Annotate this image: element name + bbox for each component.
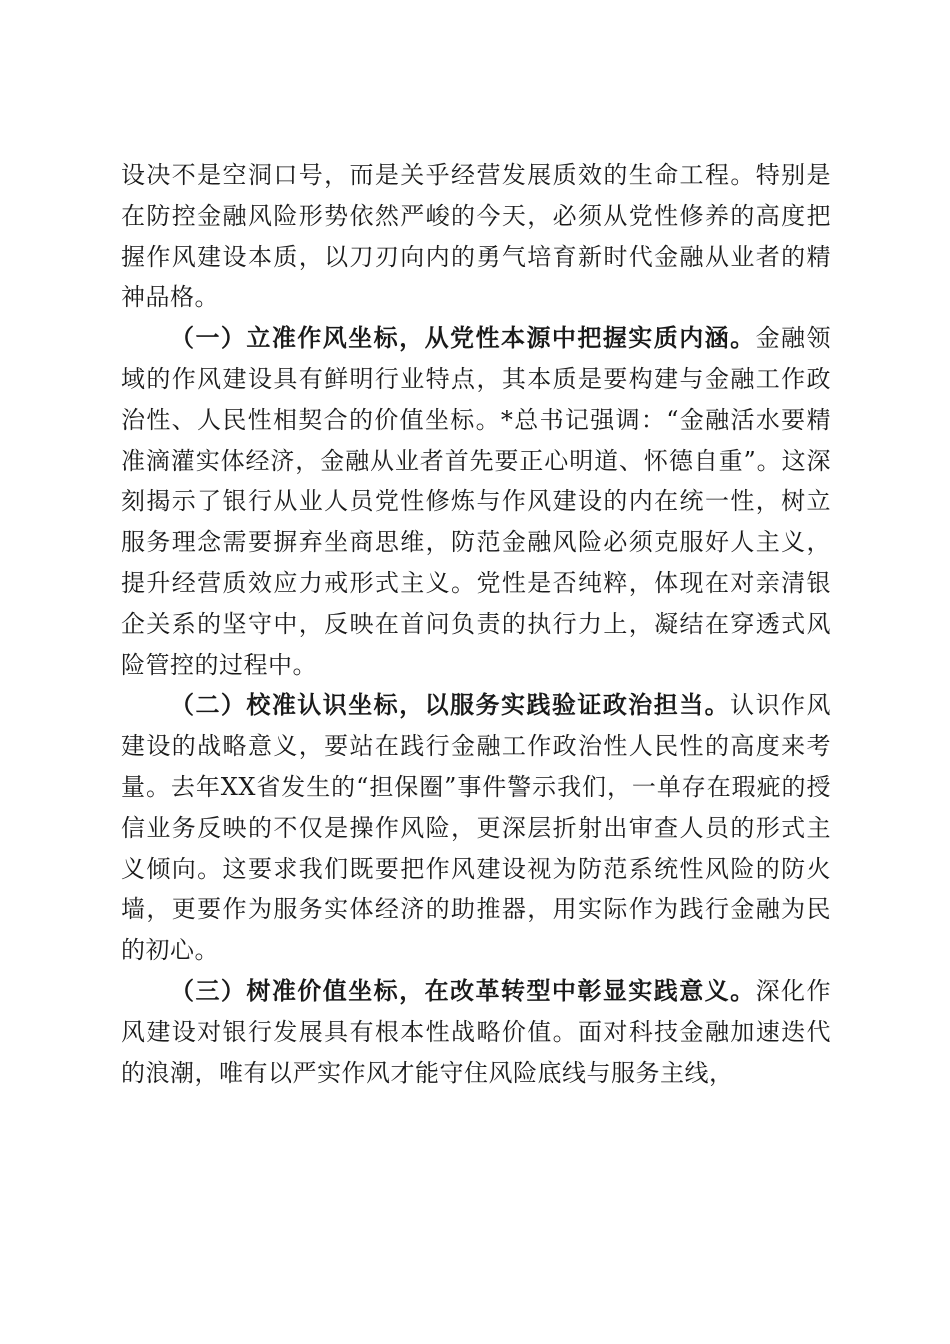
paragraph-section-1 (121, 318, 831, 685)
paragraph-text: 金融领域的作风建设具有鲜明行业特点，其本质是要构建与金融工作政治性、人民性相契合的价值坐标。*总书记强调：“金融活水要精准滴灌实体经济，金融从业者首先要正心明道、怀德自重”。这深刻揭示了银行从业人员党性修炼与作风建设的内在统一性，树立服务理念需要摒弃坐商思维，防范金融风险必须克服好人主义，提升经营质效应力戒形式主义。党性是否纯粹，体现在对亲清银企关系的坚守中，反映在首问负责的执行力上，凝结在穿透式风险管控的过程中。 (121, 324, 831, 679)
paragraph-text: 深化作风建设对银行发展具有根本性战略价值。面对科技金融加速迭代的浪潮，唯有以严实作风才能守住风险底线与服务主线， (121, 976, 831, 1087)
section-heading-3: （三）树准价值坐标，在改革转型中彰显实践意义。 (170, 975, 756, 1005)
paragraph-text: 设决不是空洞口号，而是关乎经营发展质效的生命工程。特别是在防控金融风险形势依然严峻的今天，必须从党性修养的高度把握作风建设本质，以刀刃向内的勇气培育新时代金融从业者的精神品格。 (121, 161, 831, 312)
document-body (121, 155, 831, 1093)
section-heading-2: （二）校准认识坐标，以服务实践验证政治担当。 (170, 690, 731, 720)
paragraph-section-3 (121, 971, 831, 1093)
paragraph-section-2 (121, 685, 831, 971)
section-heading-1: （一）立准作风坐标，从党性本源中把握实质内涵。 (170, 323, 756, 353)
paragraph-text: 认识作风建设的战略意义，要站在践行金融工作政治性人民性的高度来考量。去年XX省发生的“担保圈”事件警示我们，一单存在瑕疵的授信业务反映的不仅是操作风险，更深层折射出审查人员的形式主义倾向。这要求我们既要把作风建设视为防范系统性风险的防火墙，更要作为服务实体经济的助推器，用实际作为践行金融为民的初心。 (121, 691, 832, 965)
paragraph-continuation (121, 155, 831, 318)
